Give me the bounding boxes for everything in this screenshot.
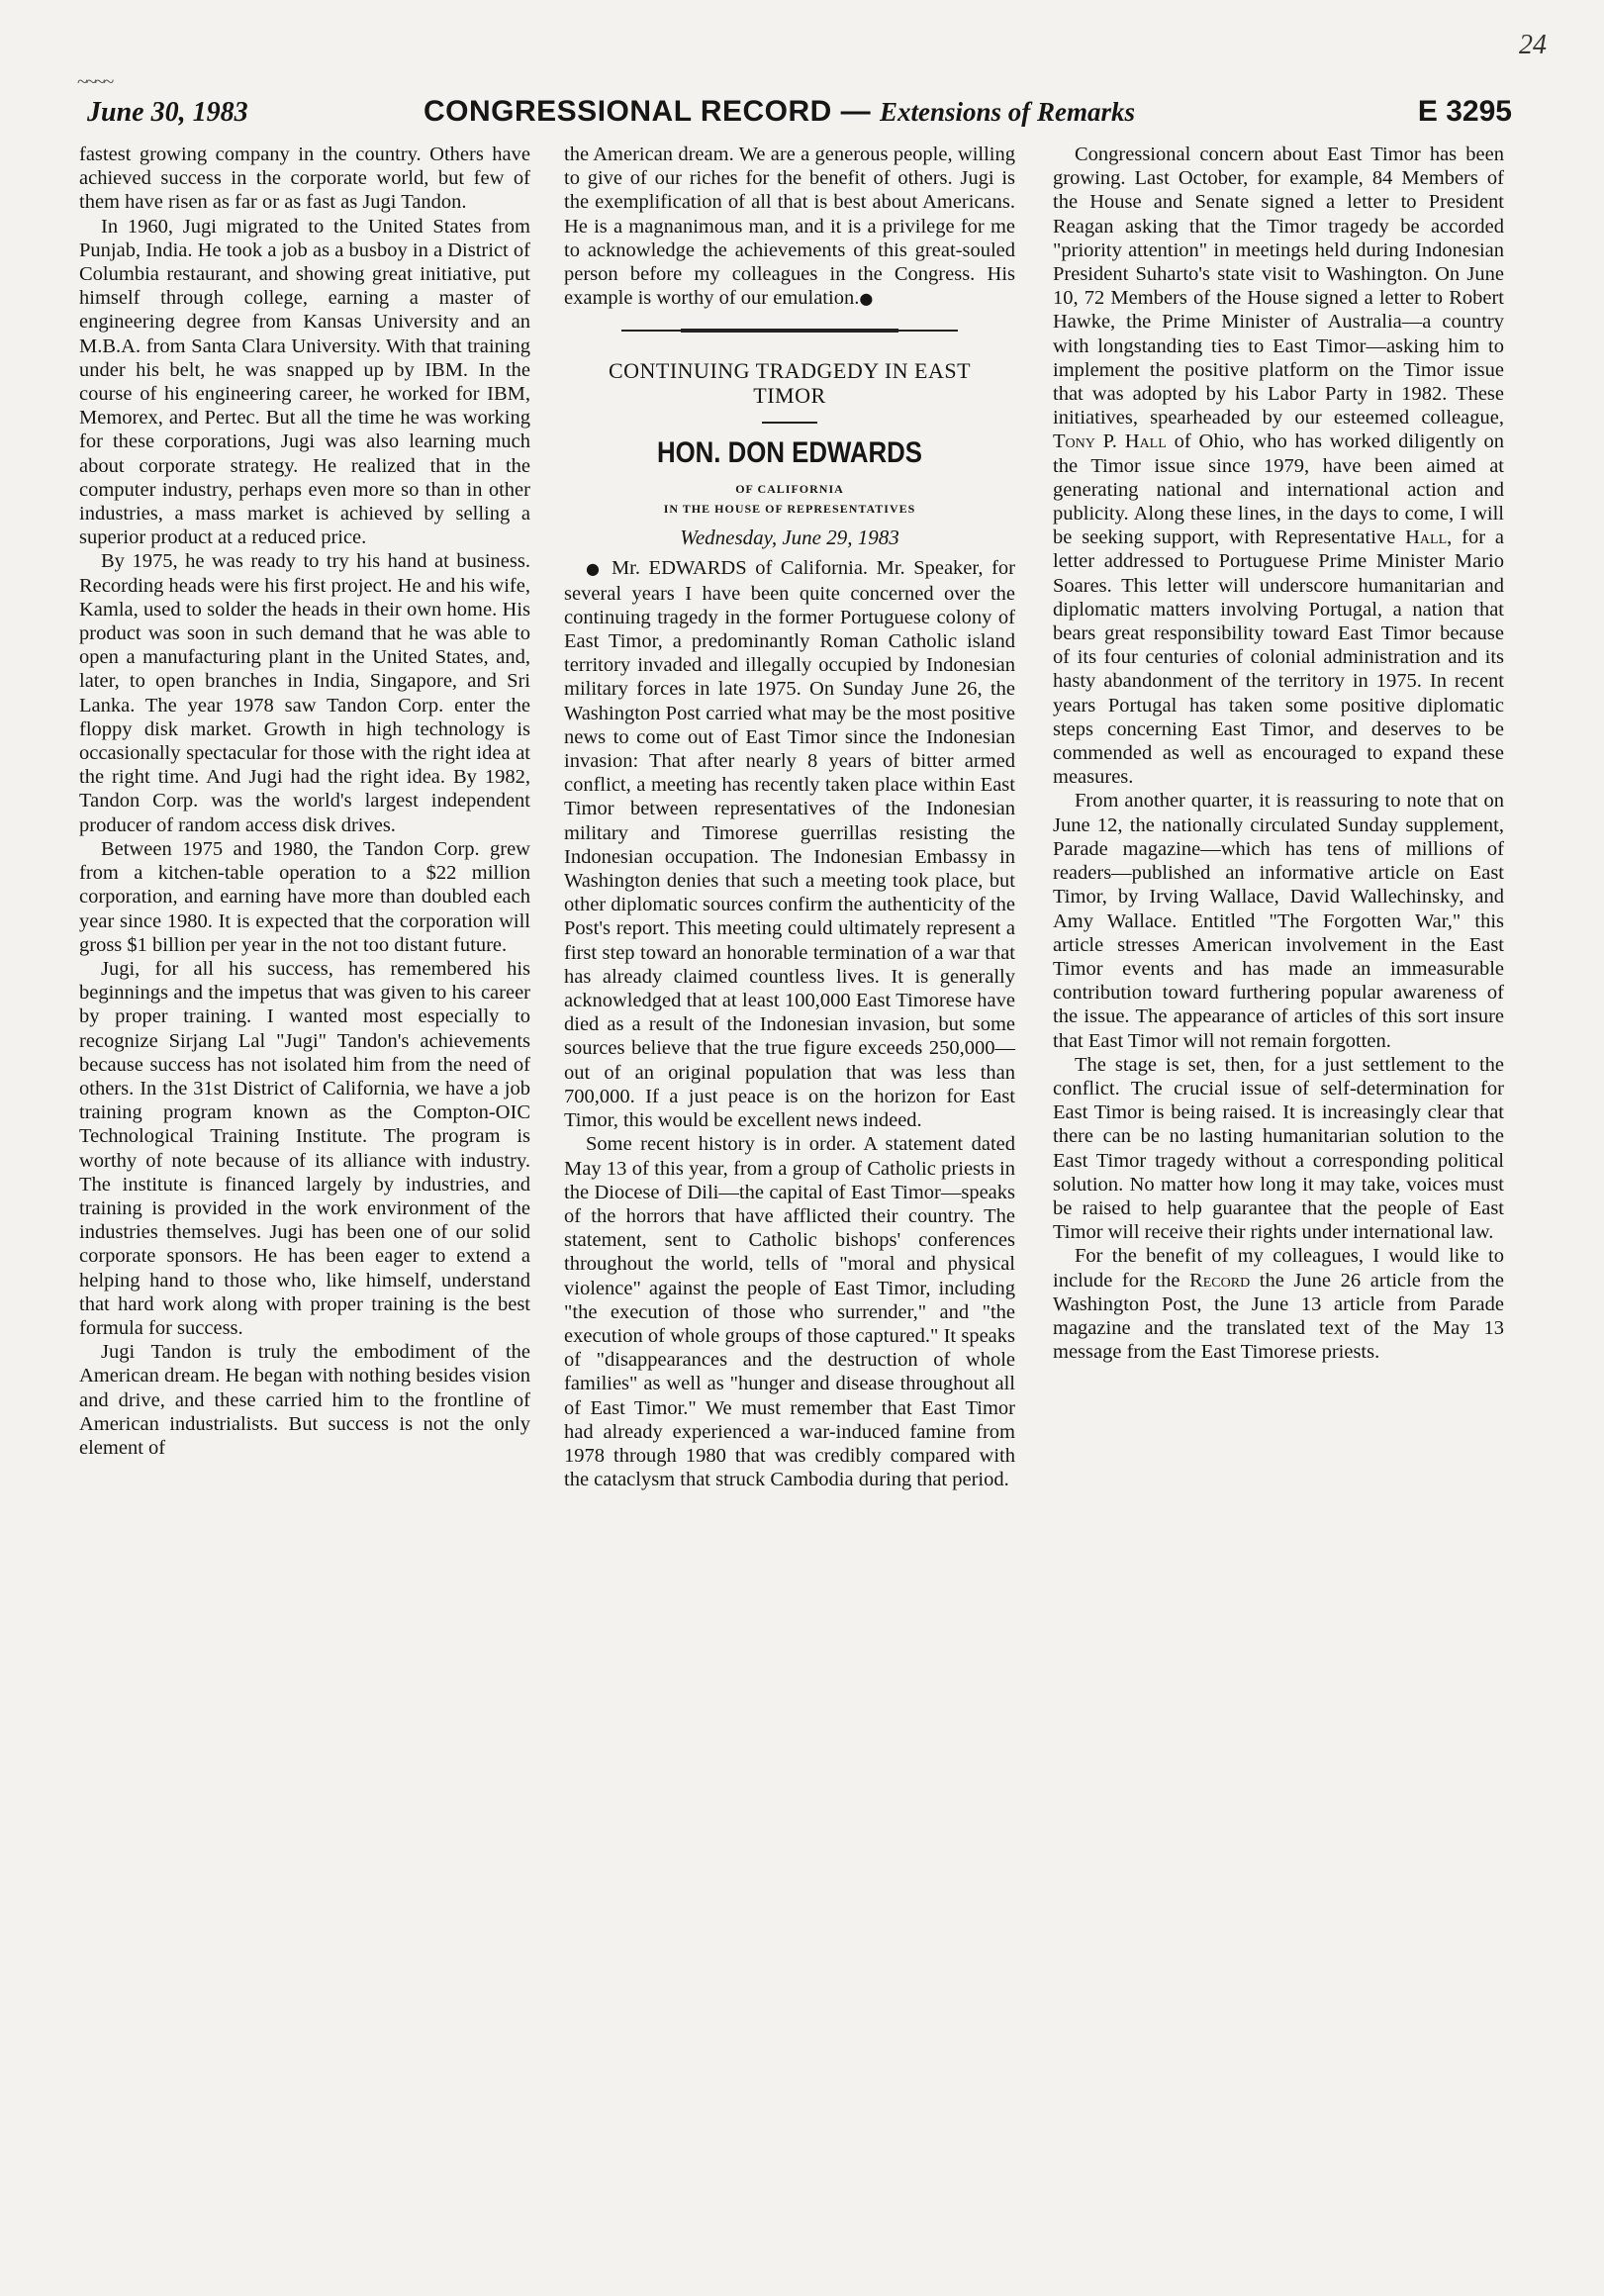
column-1 — [79, 143, 530, 1460]
article-headline: CONTINUING TRADGEDY IN EAST TIMOR — [608, 358, 972, 409]
header-subtitle: Extensions of Remarks — [880, 97, 1136, 127]
col1-paragraph: By 1975, he was ready to try his hand at business. Recording heads were his first project. He and his wife, Kamla, used to solder the heads in their own home. His product was soon in such demand that he was able to open a manufacturing plant in the United States, and, later, to open branches in India, Singapore, and Sri Lanka. The year 1978 saw Tandon Corp. enter the floppy disk market. Growth in high technology is occasionally spectacular for those with the right idea at the right time. And Jugi had the right idea. By 1982, Tandon Corp. was the world's largest independent producer of random access disk drives. — [79, 550, 530, 836]
handwritten-scribble: ~~~~ — [77, 71, 113, 93]
col2-lead-paragraph — [564, 143, 1015, 311]
col3-paragraph — [1053, 143, 1504, 789]
end-bullet-icon: ● — [859, 289, 874, 309]
col2-speech-opening — [564, 556, 1015, 1132]
state-line: OF CALIFORNIA — [735, 482, 844, 497]
column-3 — [1053, 143, 1504, 1364]
col1-paragraph: fastest growing company in the country. Others have achieved success in the corporate world, but few of them have risen as far or as fast as Jugi Tandon. — [79, 144, 530, 214]
col3-record-word: Record — [1189, 1269, 1251, 1292]
col2-lead-text: the American dream. We are a generous people, willing to give of our riches for the benefit of others. Jugi is the exemplification of all that is best about Americans. He is a magnanimous man, and it is a privilege for me to acknowledge the achievements of this great-souled person before my colleagues in the Congress. His example is worthy of our emulation. — [564, 144, 1015, 310]
col1-paragraph: In 1960, Jugi migrated to the United States from Punjab, India. He took a job as a busboy in a District of Columbia restaurant, and showing great initiative, put himself through college, earning a master of engineering degree from Kansas University and an M.B.A. from Santa Clara University. With that training under his belt, he was snapped up by IBM. In the course of his engineering career, he worked for IBM, Memorex, and Pertec. But all the time he was working for these corporations, Jugi was also learning much about corporate strategy. He realized that in the computer industry, perhaps even more so than in other industries, a mass market is achieved by selling a superior product at a reduced price. — [79, 215, 530, 549]
col3-p4-part1: For the benefit of my colleagues, I would like to include for the — [1053, 1245, 1504, 1292]
handwritten-page-mark: 24 — [1519, 30, 1547, 60]
col3-name-hall-full: Tony P. Hall — [1053, 430, 1167, 453]
start-bullet-icon: ● — [586, 559, 604, 579]
col3-name-hall: Hall — [1405, 526, 1448, 549]
short-rule — [762, 422, 817, 424]
col3-p1-part1: Congressional concern about East Timor has been growing. Last October, for example, 84 Members of the House and Senate signed a letter to President Reagan asking that the Timor tragedy be accorded "priority attention" in meetings held during Indonesian President Suharto's state visit to Washington. On June 10, 72 Members of the House signed a letter to Robert Hawke, the Prime Minister of Australia—a country with longstanding ties to East Timor—asking him to implement the positive platform on the Timor issue that was adopted by his Labor Party in 1982. These initiatives, spearheaded by our esteemed colleague, — [1053, 144, 1504, 430]
col1-paragraph: Jugi, for all his success, has remembered his beginnings and the impetus that was given to his career by proper training. I wanted most especially to recognize Sirjang Lal "Jugi" Tandon's achievements because success has not isolated him from the need of others. In the 31st District of California, we have a job training program known as the Compton-OIC Technological Training Institute. The program is worthy of note because of its alliance with industry. The institute is financed largely by industries, and training is provided in the work environment of the industries themselves. Jugi has been one of our solid corporate sponsors. He has been eager to extend a helping hand to those who, like himself, understand that hard work along with proper training is the best formula for success. — [79, 957, 530, 1339]
col3-p4-part2: the June 26 article from the Washington Post, the June 13 article from Parade magazine and the translated text of the May 13 message from the East Timorese priests. — [1053, 1269, 1504, 1364]
col3-paragraph: The stage is set, then, for a just settlement to the conflict. The crucial issue of self-determination for East Timor is being raised. It is increasingly clear that there can be no lasting humanitarian solution to the East Timor tragedy without a corresponding political solution. No matter how long it may take, voices must be raised to help guarantee that the people of East Timor will receive their rights under international law. — [1053, 1053, 1504, 1244]
col1-paragraph: Jugi Tandon is truly the embodiment of the American dream. He began with nothing besides vision and drive, and these carried him to the frontline of American industrialists. But success is not the only element of — [79, 1341, 530, 1459]
house-line: IN THE HOUSE OF REPRESENTATIVES — [663, 502, 916, 517]
header-title — [424, 95, 1135, 129]
page-header — [87, 95, 1512, 135]
column-2 — [564, 143, 1015, 1491]
header-page-number: E 3295 — [1417, 95, 1512, 128]
speech-date: Wednesday, June 29, 1983 — [680, 526, 899, 550]
header-date: June 30, 1983 — [87, 97, 248, 128]
col3-paragraph — [1053, 1244, 1504, 1364]
section-divider — [681, 329, 898, 333]
col3-p1-part3: , for a letter addressed to Portuguese Prime Minister Mario Soares. This letter will underscore humanitarian and diplomatic matters involving Portugal, a nation that bears great responsibility toward East Timor because of its four centuries of colonial administration and its hasty abandonment of the territory in 1975. In recent years Portugal has taken some positive diplomatic steps concerning East Timor, and deserves to be commended as well as encouraged to expand these measures. — [1053, 526, 1504, 789]
speaker-name: HON. DON EDWARDS — [656, 436, 923, 470]
header-title-main: CONGRESSIONAL RECORD — — [424, 95, 872, 128]
col2-speech-text: Mr. EDWARDS of California. Mr. Speaker, for several years I have been quite concerned over the continuing tragedy in the former Portuguese colony of East Timor, a predominantly Roman Catholic island territory invaded and illegally occupied by Indonesian military forces in late 1975. On Sunday June 26, the Washington Post carried what may be the most positive news to come out of East Timor since the Indonesian invasion: That after nearly 8 years of bitter armed conflict, a meeting has recently taken place within East Timor between representatives of the Indonesian military and Timorese guerrillas resisting the Indonesian occupation. The Indonesian Embassy in Washington denies that such a meeting took place, but other diplomatic sources confirm the authenticity of the Post's report. This meeting could ultimately represent a first step toward an honorable termination of a war that has already claimed countless lives. It is generally acknowledged that at least 100,000 East Timorese have died as a result of the Indonesian invasion, but some sources believe that the true figure exceeds 250,000—out of an original population that was less than 700,000. If a just peace is on the horizon for East Timor, this would be excellent news indeed. — [564, 557, 1015, 1132]
col3-paragraph: From another quarter, it is reassuring to note that on June 12, the nationally circulated Sunday supplement, Parade magazine—which has tens of millions of readers—published an informative article on East Timor, by Irving Wallace, David Wallechinsky, and Amy Wallace. Entitled "The Forgotten War," this article stresses American involvement in the East Timor events and has made an immeasurable contribution toward furthering popular awareness of the issue. The appearance of articles of this sort insure that East Timor will not remain forgotten. — [1053, 790, 1504, 1052]
col2-paragraph: Some recent history is in order. A statement dated May 13 of this year, from a group of Catholic priests in the Diocese of Dili—the capital of East Timor—speaks of the horrors that have afflicted their country. The statement, sent to Catholic bishops' conferences throughout the world, tells of "moral and physical violence" against the people of East Timor, including "the execution of those who surrender," and "the execution of whole groups of those captured." It speaks of "disappearances and the destruction of whole families" as well as "hunger and disease throughout all of East Timor." We must remember that East Timor had already experienced a war-induced famine from 1978 through 1980 that was credibly compared with the cataclysm that struck Cambodia during that period. — [564, 1133, 1015, 1491]
col1-paragraph: Between 1975 and 1980, the Tandon Corp. grew from a kitchen-table operation to a $22 million corporation, and earning have more than doubled each year since 1980. It is expected that the corporation will gross $1 billion per year in the not too distant future. — [79, 837, 530, 956]
col3-p1-part2: of Ohio, who has worked diligently on the Timor issue since 1979, have been aimed at generating national and international action and publicity. Along these lines, in the days to come, I will be seeking support, with Representative — [1053, 430, 1504, 549]
